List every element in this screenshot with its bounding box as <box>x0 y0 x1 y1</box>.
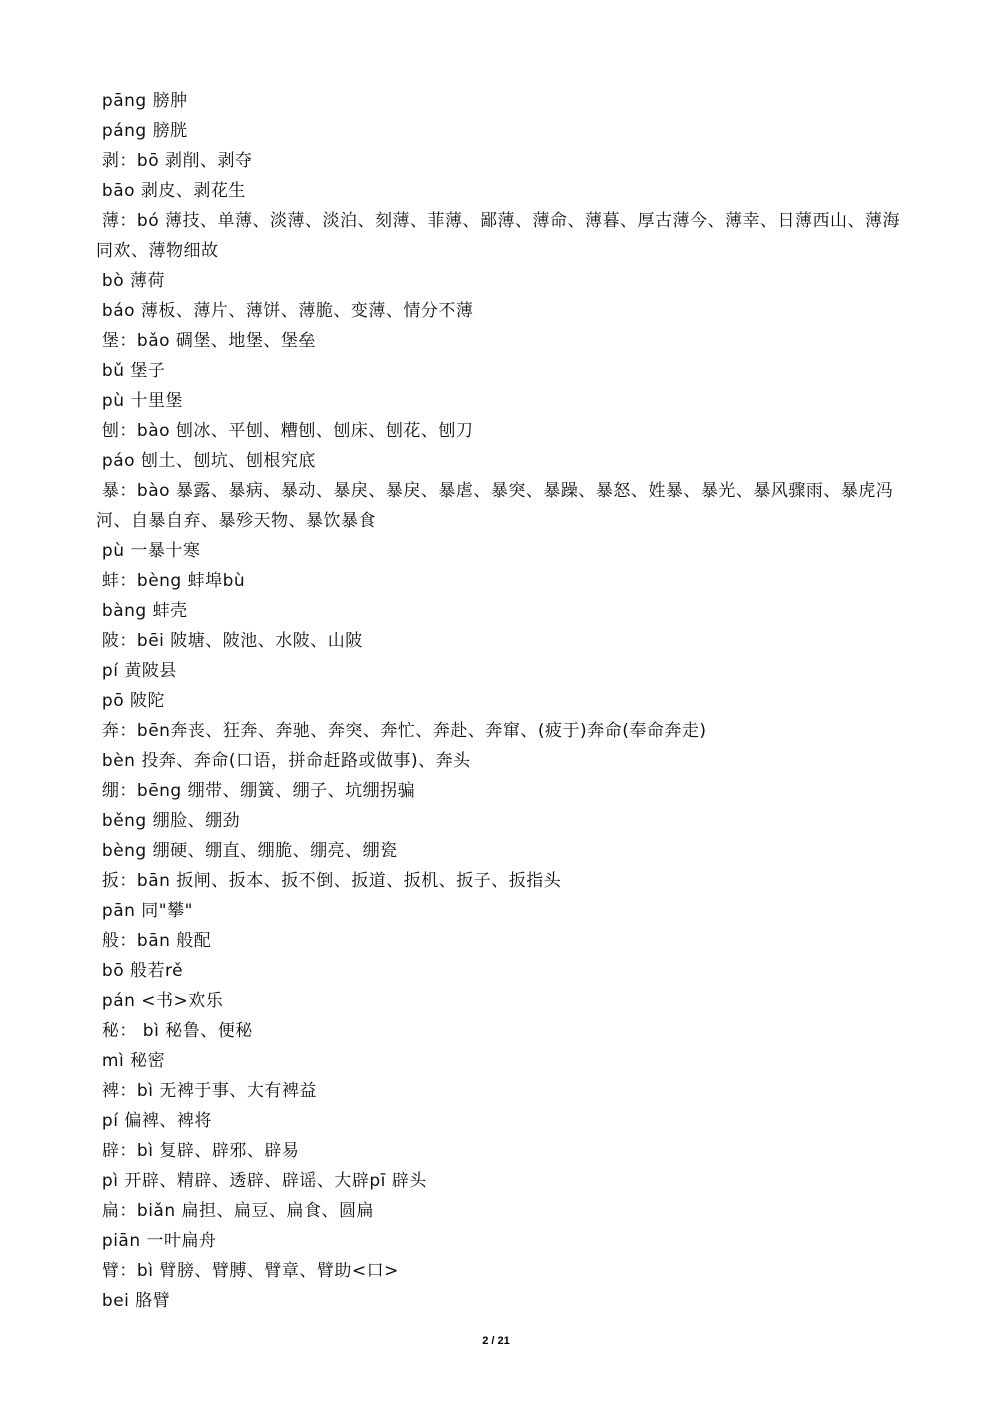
text-line: bèng 绷硬、绷直、绷脆、绷亮、绷瓷 <box>96 841 398 861</box>
document-body <box>96 86 904 1316</box>
text-line: pí 偏裨、裨将 <box>96 1111 212 1131</box>
text-line: pù 一暴十寒 <box>96 541 201 561</box>
text-line: bei 胳臂 <box>96 1291 171 1311</box>
text-line: 刨：bào 刨冰、平刨、糟刨、刨床、刨花、刨刀 <box>96 421 474 441</box>
text-line: piān 一叶扁舟 <box>96 1231 217 1251</box>
text-line: bǔ 堡子 <box>96 361 166 381</box>
text-line: pán <书>欢乐 <box>96 991 224 1011</box>
text-line: páng 膀胱 <box>96 121 188 141</box>
text-line: pō 陂陀 <box>96 691 165 711</box>
text-line: pì 开辟、精辟、透辟、辟谣、大辟pī 辟头 <box>96 1171 427 1191</box>
text-line: 剥：bō 剥削、剥夺 <box>96 151 253 171</box>
text-line: bò 薄荷 <box>96 271 165 291</box>
text-line: 臂：bì 臂膀、臂膊、臂章、臂助<口> <box>96 1261 399 1281</box>
text-line: pí 黄陂县 <box>96 661 177 681</box>
text-line: mì 秘密 <box>96 1051 166 1071</box>
text-line: pān 同"攀" <box>96 901 193 921</box>
text-line: bèn 投奔、奔命(口语，拼命赶路或做事)、奔头 <box>96 751 471 771</box>
text-line: 薄：bó 薄技、单薄、淡薄、淡泊、刻薄、菲薄、鄙薄、薄命、薄暮、厚古薄今、薄幸、日薄西山、薄海同欢、薄物细故 <box>96 211 900 261</box>
text-line: 蚌：bèng 蚌埠bù <box>96 571 246 591</box>
text-line: páo 刨土、刨坑、刨根究底 <box>96 451 316 471</box>
text-line: 辟：bì 复辟、辟邪、辟易 <box>96 1141 300 1161</box>
text-line: 扳：bān 扳闸、扳本、扳不倒、扳道、扳机、扳子、扳指头 <box>96 871 562 891</box>
text-line: pù 十里堡 <box>96 391 183 411</box>
text-line: 绷：bēng 绷带、绷簧、绷子、坑绷拐骗 <box>96 781 416 801</box>
text-line: báo 薄板、薄片、薄饼、薄脆、变薄、情分不薄 <box>96 301 474 321</box>
text-line: 奔：bēn奔丧、狂奔、奔驰、奔突、奔忙、奔赴、奔窜、(疲于)奔命(奉命奔走) <box>96 721 707 741</box>
text-line: běng 绷脸、绷劲 <box>96 811 241 831</box>
text-line: bō 般若rě <box>96 961 184 981</box>
text-line: 扁：biǎn 扁担、扁豆、扁食、圆扁 <box>96 1201 375 1221</box>
text-line: 秘： bì 秘鲁、便秘 <box>96 1021 253 1041</box>
text-line: 堡：bǎo 碉堡、地堡、堡垒 <box>96 331 316 351</box>
text-line: 陂：bēi 陂塘、陂池、水陂、山陂 <box>96 631 363 651</box>
text-line: bāo 剥皮、剥花生 <box>96 181 246 201</box>
text-line: bàng 蚌壳 <box>96 601 188 621</box>
text-line: 裨：bì 无裨于事、大有裨益 <box>96 1081 317 1101</box>
page-number: 2 / 21 <box>482 1335 510 1347</box>
text-line: 暴：bào 暴露、暴病、暴动、暴戾、暴戾、暴虐、暴突、暴躁、暴怒、姓暴、暴光、暴风骤雨、暴虎冯河、自暴自弃、暴殄天物、暴饮暴食 <box>96 481 894 531</box>
text-line: 般：bān 般配 <box>96 931 212 951</box>
text-line: pāng 膀肿 <box>96 91 188 111</box>
